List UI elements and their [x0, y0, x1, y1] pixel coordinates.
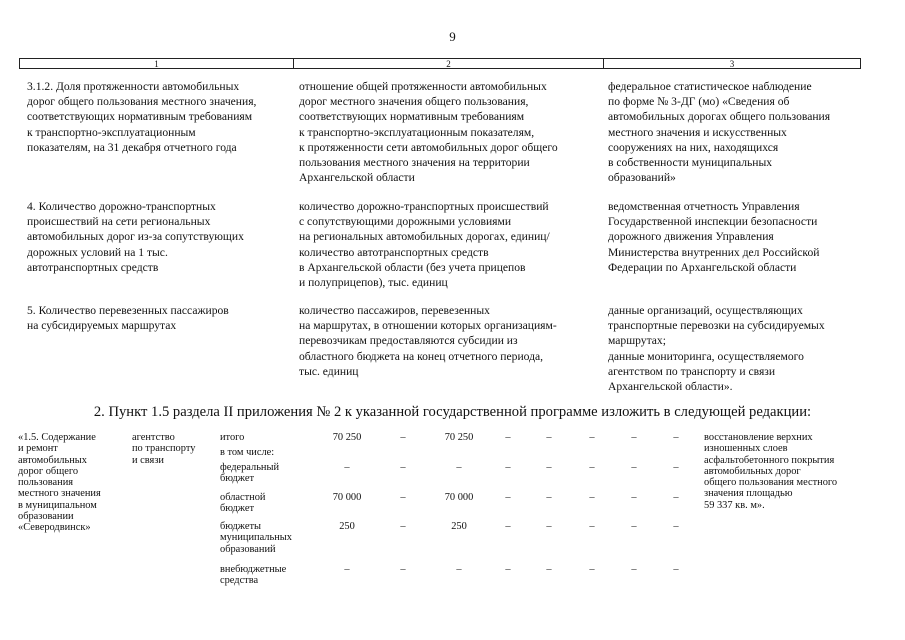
amount-year-2: – — [456, 462, 462, 473]
indicator-source: федеральное статистическое наблюдение по форме № 3-ДГ (мо) «Сведения об автомобильных дорогах общего пользования местного значения и искусственных сооружениях на них, находящихся в собственности муниципальных образований» — [608, 80, 831, 185]
table-header-col-2: 2 — [293, 58, 604, 69]
amount-total: 70 250 — [332, 432, 362, 443]
amount-year: – — [673, 432, 679, 443]
amount-year: – — [589, 432, 595, 443]
section-heading: 2. Пункт 1.5 раздела II приложения № 2 к указанной государственной программе изложить в следующей редакции: — [93, 404, 812, 420]
indicator-name: 4. Количество дорожно-транспортных происшествий на сети региональных автомобильных дорог из-за сопутствующих дорожных условий на 1 тыс. автотранспортных средств — [27, 200, 244, 274]
amount-year: – — [505, 521, 511, 532]
amount-year: – — [505, 492, 511, 503]
amount-year: – — [673, 462, 679, 473]
program-executor: агентство по транспорту и связи — [132, 432, 196, 466]
amount-year-1: – — [400, 492, 406, 503]
amount-total: 70 000 — [332, 492, 362, 503]
amount-year: – — [505, 432, 511, 443]
amount-year-2: 70 250 — [444, 432, 474, 443]
amount-year: – — [631, 564, 637, 575]
amount-year: – — [546, 492, 552, 503]
program-item-name: «1.5. Содержание и ремонт автомобильных дорог общего пользования местного значения в муниципальном образовании «Северодвинск» — [18, 432, 101, 534]
amount-year: – — [546, 521, 552, 532]
indicator-method: отношение общей протяженности автомобильных дорог местного значения общего пользования, соответствующих нормативным требованиям к транспортно-эксплуатационным показателям, к протяженности сети автомобильных дорог общего пользования местного значения на территории Архангельской области — [299, 80, 558, 185]
amount-total: – — [344, 564, 350, 575]
funding-source-label: областной бюджет — [220, 492, 266, 515]
amount-total: – — [344, 462, 350, 473]
amount-year: – — [673, 492, 679, 503]
amount-year-1: – — [400, 462, 406, 473]
indicator-source: ведомственная отчетность Управления Государственной инспекции безопасности дорожного движения Управления Министерства внутренних дел Российской Федерации по Архангельской области — [608, 200, 820, 274]
indicator-source: данные организаций, осуществляющих транспортные перевозки на субсидируемых маршрутах; данные мониторинга, осуществляемого агентством по транспорту и связи Архангельской области». — [608, 304, 825, 394]
funding-source-label: внебюджетные средства — [220, 564, 287, 587]
amount-year: – — [631, 521, 637, 532]
funding-source-label: бюджеты муниципальных образований — [220, 521, 292, 555]
amount-year: – — [589, 492, 595, 503]
amount-total: 250 — [339, 521, 355, 532]
indicator-method: количество пассажиров, перевезенных на маршрутах, в отношении которых организациям- перевозчикам предоставляются субсидии из областного бюджета на конец отчетного периода, тыс. единиц — [299, 304, 557, 378]
amount-year: – — [673, 564, 679, 575]
amount-year-2: 250 — [451, 521, 467, 532]
funding-source-label: в том числе: — [220, 447, 275, 458]
amount-year: – — [505, 564, 511, 575]
amount-year: – — [589, 564, 595, 575]
amount-year: – — [589, 462, 595, 473]
amount-year: – — [546, 564, 552, 575]
indicator-method: количество дорожно-транспортных происшествий с сопутствующими дорожными условиями на региональных автомобильных дорогах, единиц/ количество автотранспортных средств в Архангельской области (без учета прицепов и полуприцепов), тыс. единиц — [299, 200, 550, 290]
indicator-name: 5. Количество перевезенных пассажиров на субсидируемых маршрутах — [27, 304, 229, 333]
funding-source-label: итого — [220, 432, 245, 443]
amount-year-2: – — [456, 564, 462, 575]
amount-year-1: – — [400, 564, 406, 575]
page-number: 9 — [449, 29, 456, 44]
funding-source-label: федеральный бюджет — [220, 462, 280, 485]
amount-year: – — [631, 462, 637, 473]
amount-year: – — [546, 462, 552, 473]
amount-year-1: – — [400, 432, 406, 443]
amount-year: – — [505, 462, 511, 473]
amount-year-2: 70 000 — [444, 492, 474, 503]
amount-year-1: – — [400, 521, 406, 532]
table-header-col-3: 3 — [603, 58, 861, 69]
amount-year: – — [589, 521, 595, 532]
amount-year: – — [631, 432, 637, 443]
amount-year: – — [546, 432, 552, 443]
program-result: восстановление верхних изношенных слоев асфальтобетонного покрытия автомобильных дорог общего пользования местного значения площадью 59 337 кв. м». — [704, 432, 838, 511]
indicator-name: 3.1.2. Доля протяженности автомобильных дорог общего пользования местного значения, соответствующих нормативным требованиям к транспортно-эксплуатационным показателям, на 31 декабря отчетного года — [27, 80, 257, 154]
amount-year: – — [631, 492, 637, 503]
table-header-col-1: 1 — [19, 58, 294, 69]
amount-year: – — [673, 521, 679, 532]
